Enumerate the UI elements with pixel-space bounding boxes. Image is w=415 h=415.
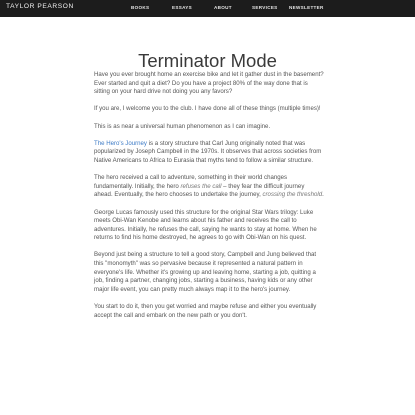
- refuses-the-call-emphasis: refuses the call: [180, 182, 222, 190]
- nav-link-essays[interactable]: ESSAYS: [172, 5, 193, 10]
- paragraph-5: [94, 174, 324, 200]
- article-body: [94, 71, 324, 329]
- paragraph-4: [94, 140, 324, 166]
- article-title: Terminator Mode: [138, 50, 277, 72]
- heros-journey-link[interactable]: The Hero's Journey: [94, 139, 147, 147]
- crossing-the-threshold-emphasis: crossing the threshold: [262, 191, 323, 199]
- paragraph-4-text: is a story structure that Carl Jung originally noted that was popularized by Joseph Campbell in the 1970s. It observes that across societies from Native Americans to Africa to Eurasia that myths tend to follow a similar structure.: [94, 139, 322, 164]
- paragraph-8: You start to do it, then you get worried and maybe refuse and either you eventually accept the call and embark on the new path or you don't.: [94, 303, 317, 319]
- paragraph-5-text-c: .: [322, 191, 324, 199]
- paragraph-7: Beyond just being a structure to tell a good story, Campbell and Jung believed that this "monomyth" was so pervasive because it represented a natural pattern in everyone's life. Whether it's growing up and leaving home, starting a job, quitting a job, finding a partner, changing jobs, starting a business, having kids or any other major life event, you can pretty much always map it to the hero's journey.: [94, 251, 317, 293]
- nav-link-about[interactable]: ABOUT: [214, 5, 232, 10]
- top-navigation-bar: [0, 0, 415, 17]
- paragraph-5-text-a: The hero received a call to adventure, something in their world changes fundamentally. Initially, the hero: [94, 174, 288, 190]
- paragraph-2: If you are, I welcome you to the club. I have done all of these things (multiple times)!: [94, 105, 321, 113]
- paragraph-1: Have you ever brought home an exercise bike and let it gather dust in the basement? Ever started and quit a diet? Do you have a project 80% of the way done that is sitting on your hard drive not doing you any favors?: [94, 71, 324, 96]
- nav-link-newsletter[interactable]: NEWSLETTER: [289, 5, 324, 10]
- paragraph-3: This is as near a universal human phenomenon as I can imagine.: [94, 122, 271, 130]
- site-logo-text[interactable]: TAYLOR PEARSON: [6, 3, 74, 10]
- paragraph-5-text-b: – they fear the difficult journey ahead. Eventually, the hero chooses to undertake the journey,: [94, 182, 305, 199]
- nav-link-services[interactable]: SERVICES: [252, 5, 278, 10]
- main-nav: [0, 5, 415, 15]
- nav-link-books[interactable]: BOOKS: [131, 5, 150, 10]
- paragraph-6: George Lucas famously used this structure for the original Star Wars trilogy: Luke meets Obi-Wan Kenobe and learns about his father and receives the call to adventures. Initially, he refuses the call, saying he wants to stay at home. When he returns to find his home destroyed, he agrees to go with Obi-Wan on his quest.: [94, 208, 317, 242]
